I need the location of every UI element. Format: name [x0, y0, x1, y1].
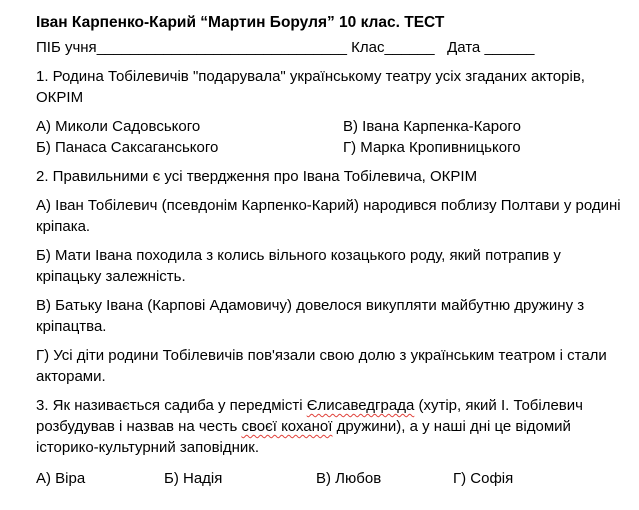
question-3-text-mid: (хутір, який І. Тобілевич розбудував і назвав на честь — [36, 397, 583, 435]
class-label: Клас — [351, 39, 385, 56]
name-label: ПІБ учня — [36, 39, 97, 56]
student-info-line — [36, 38, 623, 58]
class-blank: ______ — [384, 39, 435, 56]
question-3-text-end: дружини), а у наші дні це відомий історико-культурний заповідник. — [36, 418, 571, 456]
test-title: Іван Карпенко-Карий “Мартин Боруля” 10 клас. ТЕСТ — [36, 14, 445, 31]
question-3-spellcheck-word-1: Єлисаведграда — [306, 397, 415, 414]
question-3-text-start: 3. Як називається садиба у передмісті — [36, 397, 307, 414]
question-2-option-b: Б) Мати Івана походила з колись вільного козацького роду, який потрапив у кріпацьку залежність. — [36, 247, 561, 285]
question-3-option-b: Б) Надія — [164, 470, 223, 487]
question-3-options — [36, 468, 623, 489]
question-1-text: 1. Родина Тобілевичів "подарувала" українському театру усіх згаданих акторів, ОКРІМ — [36, 68, 585, 106]
question-3-spellcheck-word-2: своєї коханої — [241, 418, 333, 435]
question-3-option-a: А) Віра — [36, 470, 86, 487]
date-blank: ______ — [484, 39, 535, 56]
question-3-option-g: Г) Софія — [453, 470, 514, 487]
question-3-option-v: В) Любов — [316, 470, 382, 487]
date-label: Дата — [447, 39, 481, 56]
question-2-text: 2. Правильними є усі твердження про Івана Тобілевича, ОКРІМ — [36, 168, 478, 185]
question-1-option-g: Г) Марка Кропивницького — [343, 139, 521, 156]
question-1-option-v: В) Івана Карпенка-Карого — [343, 118, 521, 135]
question-2-option-g: Г) Усі діти родини Тобілевичів пов'язали свою долю з українським театром і стали акторами. — [36, 347, 607, 385]
question-1-option-a: А) Миколи Садовського — [36, 118, 201, 135]
question-1-option-b: Б) Панаса Саксаганського — [36, 139, 219, 156]
question-3-text — [36, 395, 623, 458]
name-blank: ______________________________ — [96, 39, 347, 56]
question-2-option-v: В) Батьку Івана (Карпові Адамовичу) довелося викупляти майбутню дружину з кріпацтва. — [36, 297, 585, 335]
question-2-option-a: А) Іван Тобілевич (псевдонім Карпенко-Карий) народився поблизу Полтави у родині кріпака. — [36, 197, 621, 235]
question-1-options — [36, 116, 623, 158]
